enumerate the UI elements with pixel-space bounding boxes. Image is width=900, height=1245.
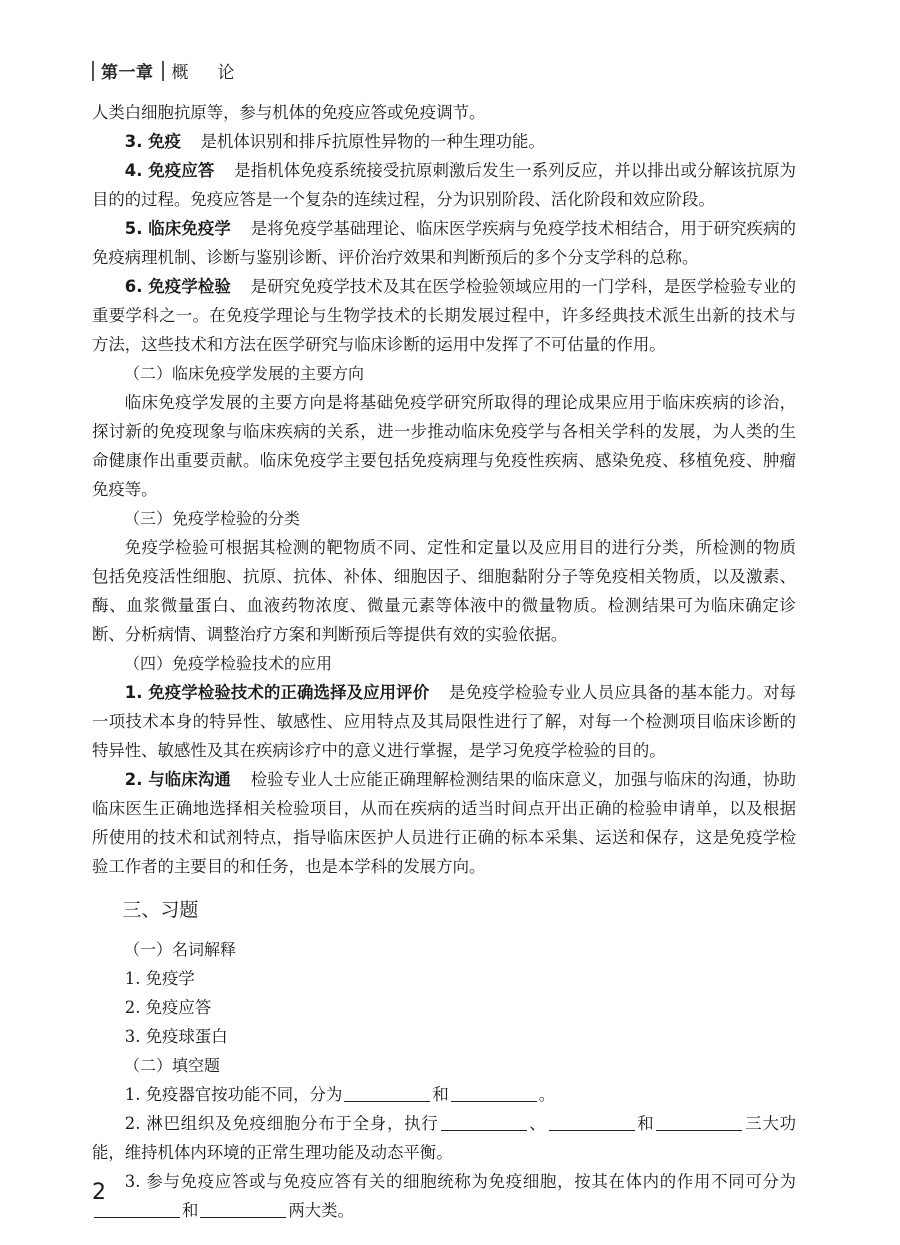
subheading-term-explanation: （一）名词解释 xyxy=(124,940,237,959)
definition-text: 是指机体免疫系统接受抗原刺激后发生一系列反应，并以排出或分解该抗原为目的的过程。免疫应答是一个复杂的连续过程，分为识别阶段、活化阶段和效应阶段。 xyxy=(92,161,797,209)
page-body xyxy=(92,98,796,1225)
paragraph-technique-selection xyxy=(92,678,796,765)
question-text: 和 xyxy=(182,1201,199,1220)
term-label: 5. 临床免疫学 xyxy=(124,219,231,238)
question-text: 2. 淋巴组织及免疫细胞分布于全身，执行 xyxy=(124,1114,439,1133)
paragraph-text: 是免疫学检验专业人员应具备的基本能力。对每一项技术本身的特异性、敏感性、应用特点及其局限性进行了解，对每一个检测项目临床诊断的特异性、敏感性及其在疾病诊疗中的意义进行掌握，是学习免疫学检验的目的。 xyxy=(92,683,797,760)
question-text: 、 xyxy=(528,1114,547,1133)
question-text: 1. 免疫器官按功能不同，分为 xyxy=(124,1085,343,1104)
header-divider xyxy=(162,61,164,81)
definition-clinical-immunology xyxy=(92,214,796,272)
term-label: 2. 与临床沟通 xyxy=(124,770,231,789)
subheading-classification: （三）免疫学检验的分类 xyxy=(124,509,301,528)
paragraph-clinical-communication xyxy=(92,765,796,881)
chapter-label: 第一章 xyxy=(101,63,154,83)
question-text: 3. 参与免疫应答或与免疫应答有关的细胞统称为免疫细胞，按其在体内的作用不同可分为 xyxy=(124,1172,796,1191)
term-label: 6. 免疫学检验 xyxy=(124,277,231,296)
definition-text: 是将免疫学基础理论、临床医学疾病与免疫学技术相结合，用于研究疾病的免疫病理机制、诊断与鉴别诊断、评价治疗效果和判断预后的多个分支学科的总称。 xyxy=(92,219,797,267)
running-header xyxy=(92,58,241,83)
definition-immunity xyxy=(92,127,796,156)
definition-text: 是研究免疫学技术及其在医学检验领域应用的一门学科，是医学检验专业的重要学科之一。在免疫学理论与生物学技术的长期发展过程中，许多经典技术派生出新的技术与方法，这些技术和方法在医学研究与临床诊断的运用中发挥了不可估量的作用。 xyxy=(92,277,797,354)
answer-blank xyxy=(656,1114,742,1131)
page-number: 2 xyxy=(92,1180,106,1205)
paragraph-development-direction: 临床免疫学发展的主要方向是将基础免疫学研究所取得的理论成果应用于临床疾病的诊治，探讨新的免疫现象与临床疾病的关系，进一步推动临床免疫学与各相关学科的发展，为人类的生命健康作出重要贡献。临床免疫学主要包括免疫病理与免疫性疾病、感染免疫、移植免疫、肿瘤免疫等。 xyxy=(92,393,796,499)
answer-blank xyxy=(451,1085,537,1102)
answer-blank xyxy=(441,1114,527,1131)
answer-blank xyxy=(94,1201,180,1218)
term-label: 4. 免疫应答 xyxy=(124,161,215,180)
answer-blank xyxy=(200,1201,286,1218)
subheading-fill-blanks: （二）填空题 xyxy=(124,1056,221,1075)
question-text: 两大类。 xyxy=(288,1201,354,1220)
fill-question-3 xyxy=(92,1167,796,1225)
header-divider xyxy=(92,61,94,81)
subheading-technique-application: （四）免疫学检验技术的应用 xyxy=(124,654,333,673)
term-label: 1. 免疫学检验技术的正确选择及应用评价 xyxy=(124,683,430,702)
paragraph-text: 检验专业人士应能正确理解检测结果的临床意义，加强与临床的沟通，协助临床医生正确地选择相关检验项目，从而在疾病的适当时间点开出正确的检验申请单，以及根据所使用的技术和试剂特点，指导临床医护人员进行正确的标本采集、运送和保存，这是免疫学检验工作者的主要目的和任务，也是本学科的发展方向。 xyxy=(92,770,797,876)
question-text: 。 xyxy=(538,1085,556,1104)
list-item: 2. 免疫应答 xyxy=(124,998,212,1017)
paragraph-continued: 人类白细胞抗原等，参与机体的免疫应答或免疫调节。 xyxy=(92,103,486,122)
answer-blank xyxy=(549,1114,635,1131)
section-title-exercises: 三、习题 xyxy=(122,899,199,921)
question-text: 和 xyxy=(636,1114,655,1133)
definition-immune-response xyxy=(92,156,796,214)
term-label: 3. 免疫 xyxy=(124,132,181,151)
list-item: 1. 免疫学 xyxy=(124,969,195,988)
chapter-topic: 概 论 xyxy=(171,63,241,83)
answer-blank xyxy=(344,1085,430,1102)
definition-text: 是机体识别和排斥抗原性异物的一种生理功能。 xyxy=(200,132,545,151)
subheading-development-direction: （二）临床免疫学发展的主要方向 xyxy=(124,364,365,383)
definition-immunology-testing xyxy=(92,272,796,359)
question-text: 和 xyxy=(432,1085,449,1104)
paragraph-classification: 免疫学检验可根据其检测的靶物质不同、定性和定量以及应用目的进行分类，所检测的物质包括免疫活性细胞、抗原、抗体、补体、细胞因子、细胞黏附分子等免疫相关物质，以及激素、酶、血浆微量蛋白、血液药物浓度、微量元素等体液中的微量物质。检测结果可为临床确定诊断、分析病情、调整治疗方案和判断预后等提供有效的实验依据。 xyxy=(92,538,796,644)
fill-question-1 xyxy=(92,1080,796,1109)
fill-question-2 xyxy=(92,1109,796,1167)
question-text: 三大功能，维持机体内环境的正常生理功能及动态平衡。 xyxy=(92,1114,797,1162)
list-item: 3. 免疫球蛋白 xyxy=(124,1027,228,1046)
